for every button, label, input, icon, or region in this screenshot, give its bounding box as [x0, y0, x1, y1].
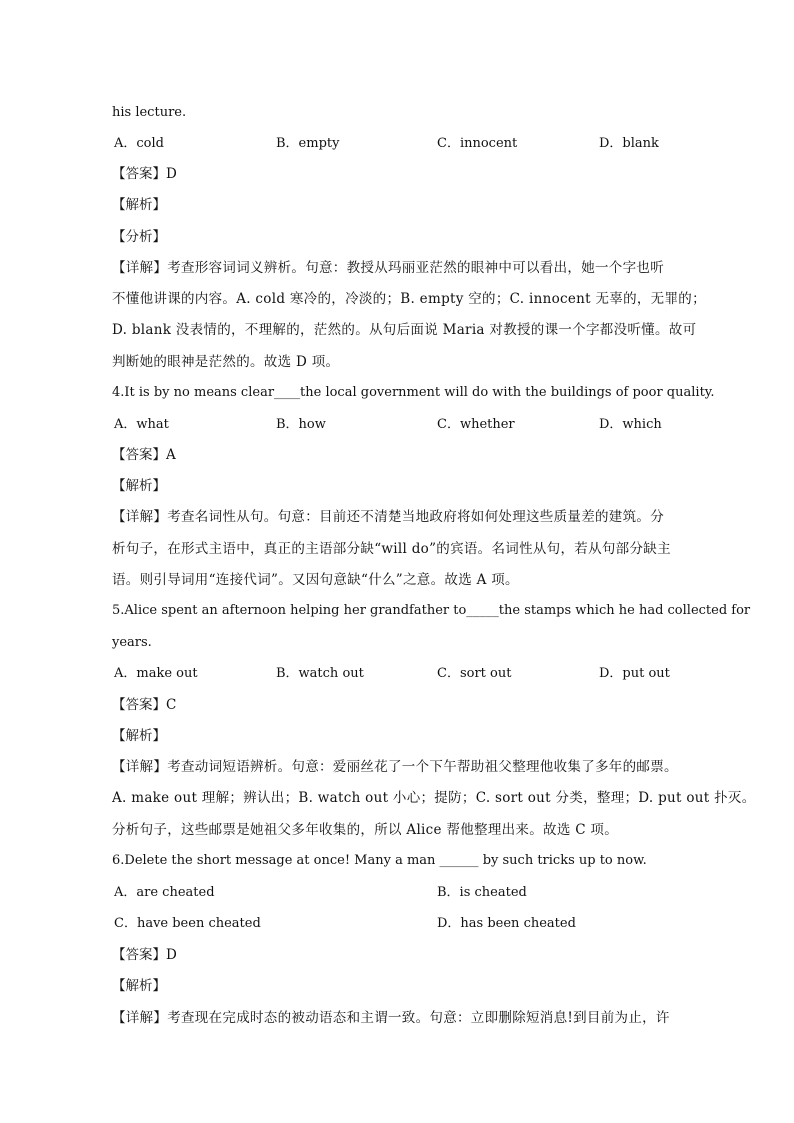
q3-stem-tail: his lecture.: [112, 105, 187, 120]
q3-option-d: D．blank: [599, 136, 659, 151]
q3-answer: [112, 165, 177, 183]
answer-tag: 【答案】: [112, 947, 166, 963]
q5-detail-line-2: A. make out 理解；辨认出；B. watch out 小心；提防；C. sort out 分类，整理；D. put out 扑灭。: [112, 790, 756, 806]
q3-option-c: C．innocent: [437, 136, 518, 151]
q5-answer: [112, 696, 176, 714]
q5-option-d: D．put out: [599, 666, 670, 681]
answer-value: A: [166, 447, 176, 463]
q4-jiexi: 【解析】: [112, 478, 166, 494]
q4-option-b: B．how: [276, 417, 326, 432]
answer-tag: 【答案】: [112, 697, 166, 713]
q5-option-b: B．watch out: [276, 666, 364, 681]
q4-detail-line-3: 语。则引导词用“连接代词”。又因句意缺“什么”之意。故选 A 项。: [112, 572, 519, 588]
q5-stem-line-1: 5.Alice spent an afternoon helping her grandfather to_____the stamps which he had collected for: [112, 603, 751, 618]
q6-jiexi: 【解析】: [112, 978, 166, 994]
q5-detail-line-1: 【详解】考查动词短语辨析。句意：爱丽丝花了一个下午帮助祖父整理他收集了多年的邮票。: [112, 759, 678, 775]
q6-answer: [112, 946, 177, 964]
q6-option-a: A．are cheated: [114, 885, 215, 900]
q6-stem: 6.Delete the short message at once! Many a man ______ by such tricks up to now.: [112, 853, 647, 868]
q6-option-b: B．is cheated: [437, 885, 527, 900]
q3-detail-line-2: 不懂他讲课的内容。A. cold 寒冷的，冷淡的；B. empty 空的；C. innocent 无辜的，无罪的；: [112, 291, 706, 307]
q3-fenxi: 【分析】: [112, 229, 166, 245]
q3-detail-line-3: D. blank 没表情的，不理解的，茫然的。从句后面说 Maria 对教授的课一个字都没听懂。故可: [112, 322, 697, 338]
q4-detail-line-1: 【详解】考查名词性从句。句意：目前还不清楚当地政府将如何处理这些质量差的建筑。分: [112, 509, 664, 525]
q5-option-a: A．make out: [114, 666, 198, 681]
q3-option-b: B．empty: [276, 136, 340, 151]
q5-detail-line-3: 分析句子，这些邮票是她祖父多年收集的，所以 Alice 帮他整理出来。故选 C 项。: [112, 822, 619, 838]
q6-option-c: C．have been cheated: [114, 916, 261, 931]
answer-value: C: [166, 697, 177, 713]
answer-value: D: [166, 947, 177, 963]
q5-stem-line-2: years.: [112, 635, 152, 650]
q5-jiexi: 【解析】: [112, 728, 166, 744]
q4-option-a: A．what: [114, 417, 169, 432]
q6-option-d: D．has been cheated: [437, 916, 576, 931]
q3-jiexi: 【解析】: [112, 197, 166, 213]
q4-stem: 4.It is by no means clear____the local government will do with the buildings of poor quality.: [112, 385, 715, 400]
answer-tag: 【答案】: [112, 166, 166, 182]
q6-detail-line-1: 【详解】考查现在完成时态的被动语态和主谓一致。句意：立即删除短消息!到目前为止，许: [112, 1010, 670, 1026]
q4-option-d: D．which: [599, 417, 662, 432]
q4-detail-line-2: 析句子，在形式主语中，真正的主语部分缺“will do”的宾语。名词性从句，若从句部分缺主: [112, 541, 671, 557]
answer-tag: 【答案】: [112, 447, 166, 463]
q3-option-a: A．cold: [114, 136, 164, 151]
q3-detail-line-1: 【详解】考查形容词词义辨析。句意：教授从玛丽亚茫然的眼神中可以看出，她一个字也听: [112, 260, 664, 276]
q5-option-c: C．sort out: [437, 666, 512, 681]
q4-option-c: C．whether: [437, 417, 515, 432]
q3-detail-line-4: 判断她的眼神是茫然的。故选 D 项。: [112, 354, 340, 370]
answer-value: D: [166, 166, 177, 182]
q4-answer: [112, 446, 176, 464]
